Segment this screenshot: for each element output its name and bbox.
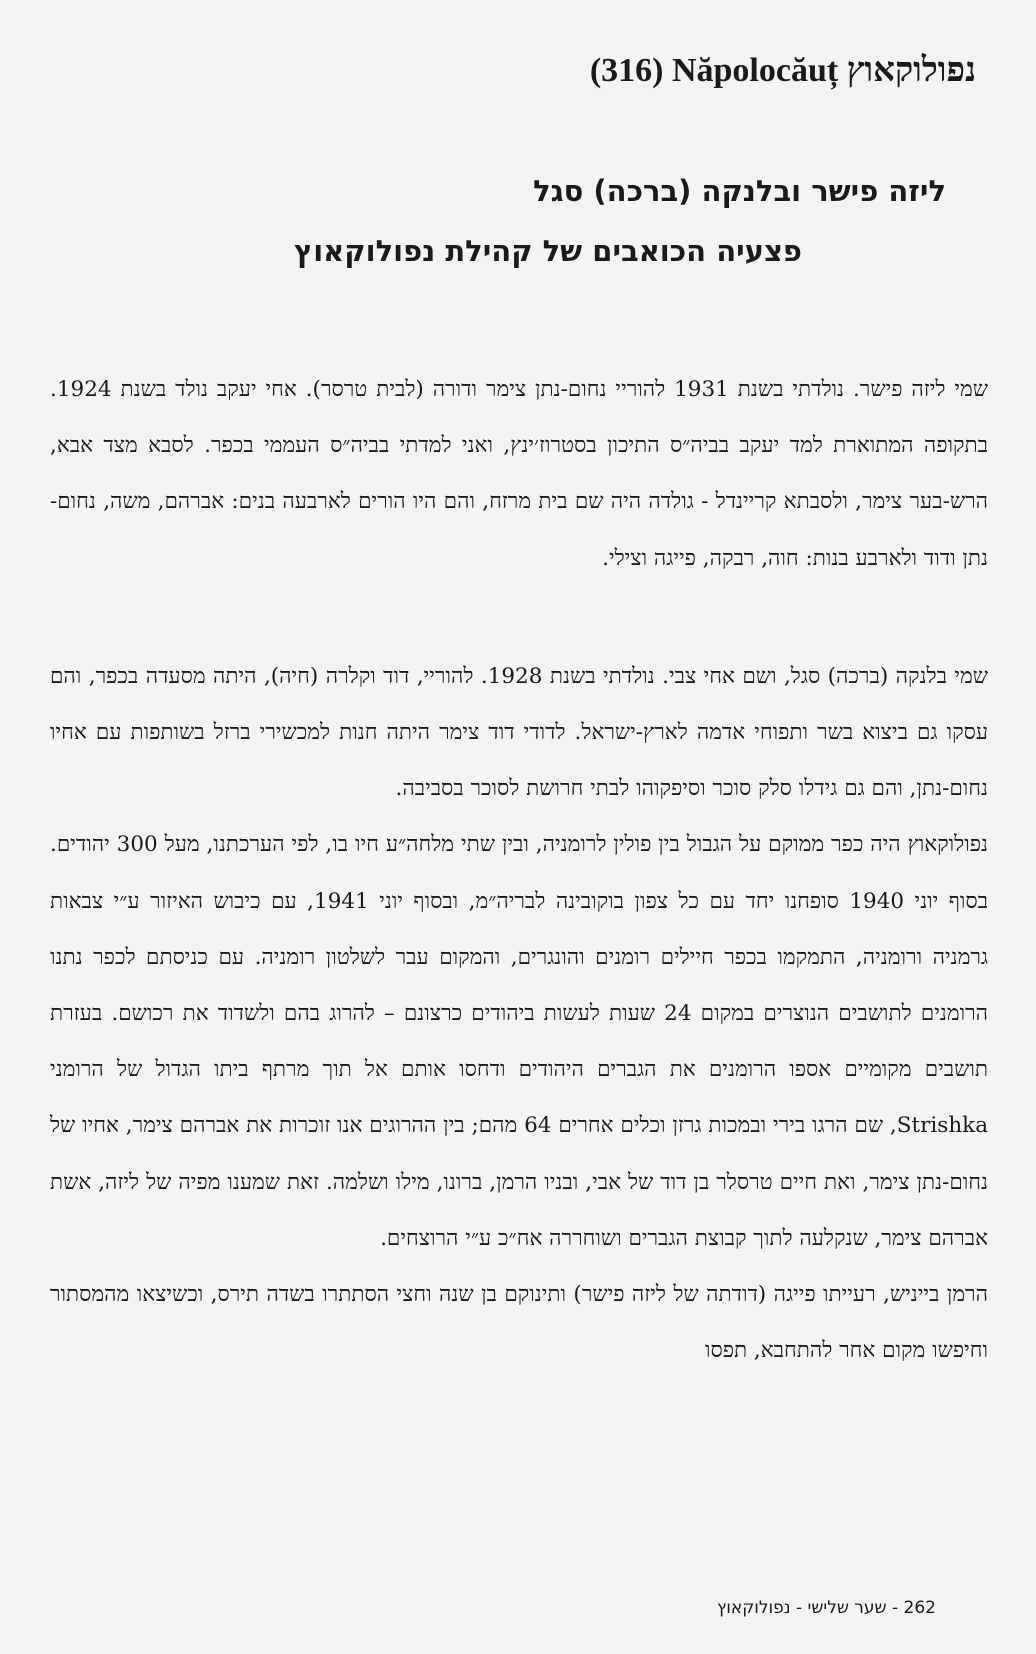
chapter-latin-text: Năpolocăuț bbox=[671, 52, 839, 89]
article-authors: ליזה פישר ובלנקה (ברכה) סגל bbox=[533, 174, 946, 208]
paragraph-3: נפולוקאוץ היה כפר ממוקם על הגבול בין פולין לרומניה, ובין שתי מלחה״ע חיו בו, לפי הערכתנו, מעל 300 יהודים. בסוף יוני 1940 סופחנו יחד עם כל צפון בוקובינה לבריה״מ, ובסוף יוני 1941, עם כיבוש האיזור ע״י צבאות גרמניה ורומניה, התמקמו בכפר חיילים רומנים והונגרים, והמקום עבר לשלטון רומניה. עם כניסתם לכפר נתנו הרומנים לתושבים הנוצרים במקום 24 שעות לעשות ביהודים כרצונם – להרוג בהם ולשדוד את רכושם. בעזרת תושבים מקומיים אספו הרומנים את הגברים היהודים ודחסו אותם אל תוך מרתף ביתו הגדול של הרומני Strishka, שם הרגו בירי ובמכות גרזן וכלים אחרים 64 מהם; בין ההרוגים אנו זוכרות את אברהם צימר, אחיו של נחום-נתן צימר, ואת חיים טרסלר בן דוד של אבי, ובניו הרמן, ברונו, מילו ושלמה. זאת שמענו מפיה של ליזה, אשת אברהם צימר, שנקלעה לתוך קבוצת הגברים ושוחררה אח״כ ע״י הרוצחים. bbox=[50, 832, 989, 1251]
paragraph-1: שמי ליזה פישר. נולדתי בשנת 1931 להוריי נחום-נתן צימר ודורה (לבית טרסר). אחי יעקב נולד בשנת 1924. בתקופה המתוארת למד יעקב בביה״ס התיכון בסטרוז׳ינץ, ואני למדתי בביה״ס העממי בכפר. לסבא מצד אבא, הרש-בער צימר, ולסבתא קריינדל - גולדה היה שם בית מרזח, והם היו הורים לארבעה בנים: אברהם, משה, נחום- נתן ודוד ולארבע בנות: חוה, רבקה, פייגה וצילי. bbox=[50, 377, 988, 571]
article-titles bbox=[40, 174, 946, 268]
paragraph-2: שמי בלנקה (ברכה) סגל, ושם אחי צבי. נולדתי בשנת 1928. להוריי, דוד וקלרה (חיה), היתה מסעדה בכפר, והם עסקו גם ביצוא בשר ותפוחי אדמה לארץ-ישראל. לדודי דוד צימר היתה חנות למכשירי ברזל בשותפות עם אחיו נחום-נתן, והם גם גידלו סלק סוכר וסיפקוהו לבתי חרושת לסוכר בסביבה. bbox=[50, 663, 988, 802]
chapter-header bbox=[40, 52, 976, 90]
page-footer: 262 - שער שלישי - נפולוקאוץ bbox=[717, 1598, 936, 1618]
chapter-hebrew-name: נפולוקאוץ bbox=[846, 52, 976, 89]
paragraph-4: הרמן בייניש, רעייתו פייגה (דודתה של ליזה פישר) ותינוקם בן שנה וחצי הסתתרו בשדה תירס, וכשיצאו מהמסתור וחיפשו מקום אחר להתחבא, תפסו bbox=[50, 1282, 988, 1364]
chapter-number: (316) bbox=[589, 52, 664, 89]
article-subtitle: פצעיה הכואבים של קהילת נפולוקאוץ bbox=[294, 234, 802, 268]
chapter-latin-name bbox=[590, 52, 838, 89]
article-body bbox=[50, 362, 988, 1379]
